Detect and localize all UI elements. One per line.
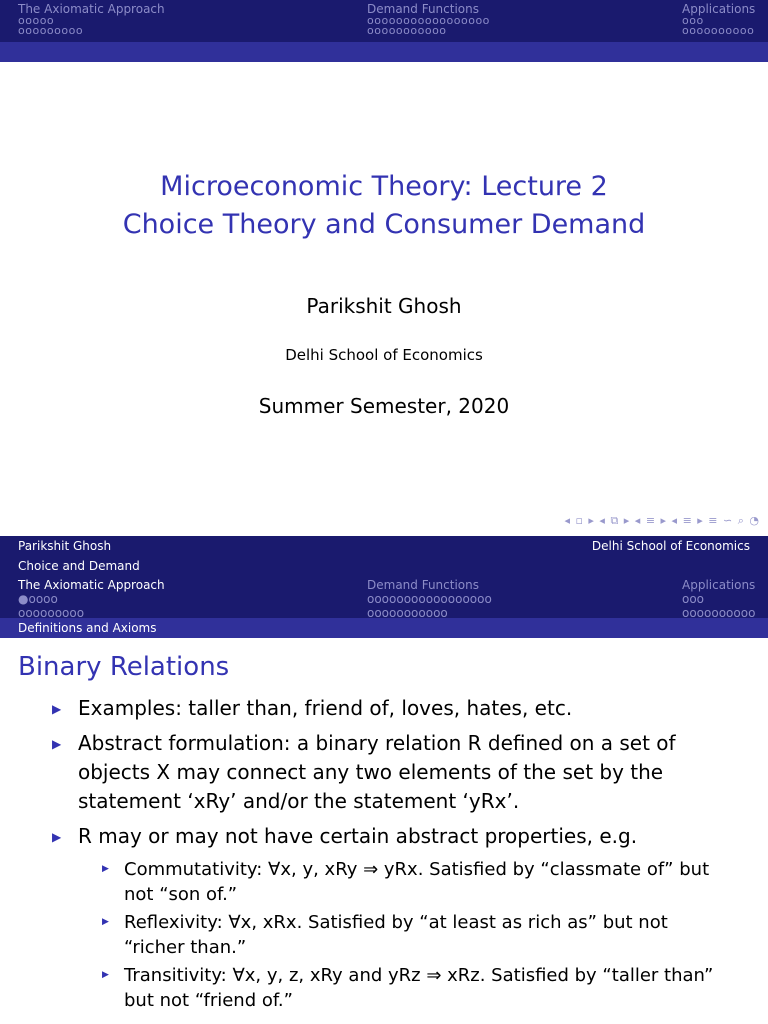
nav-dots[interactable]: ooooooooooooooooo — [367, 14, 490, 27]
nav-section-title: Applications — [682, 2, 756, 16]
nav-section-title: The Axiomatic Approach — [18, 2, 165, 16]
nav-section-applications[interactable] — [682, 578, 755, 620]
bullet-item — [78, 822, 728, 1013]
presentation-title-bar: Choice and Demand — [0, 556, 768, 576]
nav-section-axiomatic[interactable] — [18, 578, 165, 620]
nav-dots[interactable]: ooooooooooo — [367, 606, 448, 620]
nav-dots-rest[interactable]: oooo — [28, 592, 58, 606]
sub-bullet-item: ▶ Transitivity: ∀x, y, z, xRy and yRz ⇒ xRz. Satisfied by “taller than” but not “friend of.” — [124, 963, 728, 1013]
nav-section-title: Demand Functions — [367, 2, 479, 16]
nav-section-demand[interactable] — [367, 2, 490, 36]
bullet-item: ▶ Abstract formulation: a binary relation R defined on a set of objects X may connect any two elements of the set by the statement ‘xRy’ and/or the statement ‘yRx’. — [78, 729, 728, 816]
top-navigation-bar — [0, 0, 768, 42]
subsection-strip — [0, 42, 768, 62]
nav-dots[interactable]: ooooo — [18, 14, 55, 27]
nav-dots[interactable]: ooooooooooo — [367, 24, 447, 37]
beamer-navigation-icons[interactable]: ◂ ▫ ▸ ◂ ⧉ ▸ ◂ ≡ ▸ ◂ ≡ ▸ ≡ ∽ ⌕ ◔ — [564, 514, 760, 527]
nav-section-demand[interactable] — [367, 578, 492, 620]
lecture-date: Summer Semester, 2020 — [258, 394, 510, 418]
nav-dots[interactable]: ooooooooo — [18, 606, 85, 620]
footer-institute: Delhi School of Economics — [591, 539, 750, 553]
nav-section-title: The Axiomatic Approach — [18, 578, 165, 592]
sub-bullet-list — [78, 857, 728, 1013]
nav-section-applications[interactable] — [682, 2, 755, 36]
institute-name: Delhi School of Economics — [285, 346, 483, 364]
nav-dots[interactable] — [18, 592, 165, 606]
subsection-title-bar: Definitions and Axioms — [0, 618, 768, 638]
sub-bullet-item: ▶ Reflexivity: ∀x, xRx. Satisfied by “at least as rich as” but not “richer than.” — [124, 910, 728, 960]
bullet-text: R may or may not have certain abstract properties, e.g. — [78, 824, 638, 848]
nav-dots[interactable]: ooo — [682, 14, 704, 27]
lecture-title-line1: Microeconomic Theory: Lecture 2 — [160, 171, 608, 202]
top-navigation-bar — [0, 576, 768, 618]
nav-section-title: Applications — [682, 578, 756, 592]
title-slide — [0, 62, 768, 536]
nav-section-axiomatic[interactable] — [18, 2, 165, 36]
sub-bullet-item: ▶ Commutativity: ∀x, y, xRy ⇒ yRx. Satisfied by “classmate of” but not “son of.” — [124, 857, 728, 907]
nav-dots[interactable]: oooooooooo — [682, 24, 755, 37]
footer-bar — [0, 536, 768, 556]
nav-dots[interactable]: ooooooooo — [18, 24, 84, 37]
author-name: Parikshit Ghosh — [306, 294, 462, 318]
frame-title: Binary Relations — [18, 652, 230, 682]
nav-dots[interactable]: ooo — [682, 592, 705, 606]
footer-author: Parikshit Ghosh — [18, 539, 112, 553]
current-frame-dot[interactable]: ● — [18, 592, 29, 606]
lecture-title — [0, 168, 768, 244]
nav-dots[interactable]: oooooooooo — [682, 606, 756, 620]
bullet-list — [0, 694, 768, 1013]
bullet-item: ▶ Examples: taller than, friend of, loves, hates, etc. — [78, 694, 728, 723]
nav-section-title: Demand Functions — [367, 578, 479, 592]
nav-dots[interactable]: ooooooooooooooooo — [367, 592, 492, 606]
lecture-title-line2: Choice Theory and Consumer Demand — [122, 209, 646, 240]
